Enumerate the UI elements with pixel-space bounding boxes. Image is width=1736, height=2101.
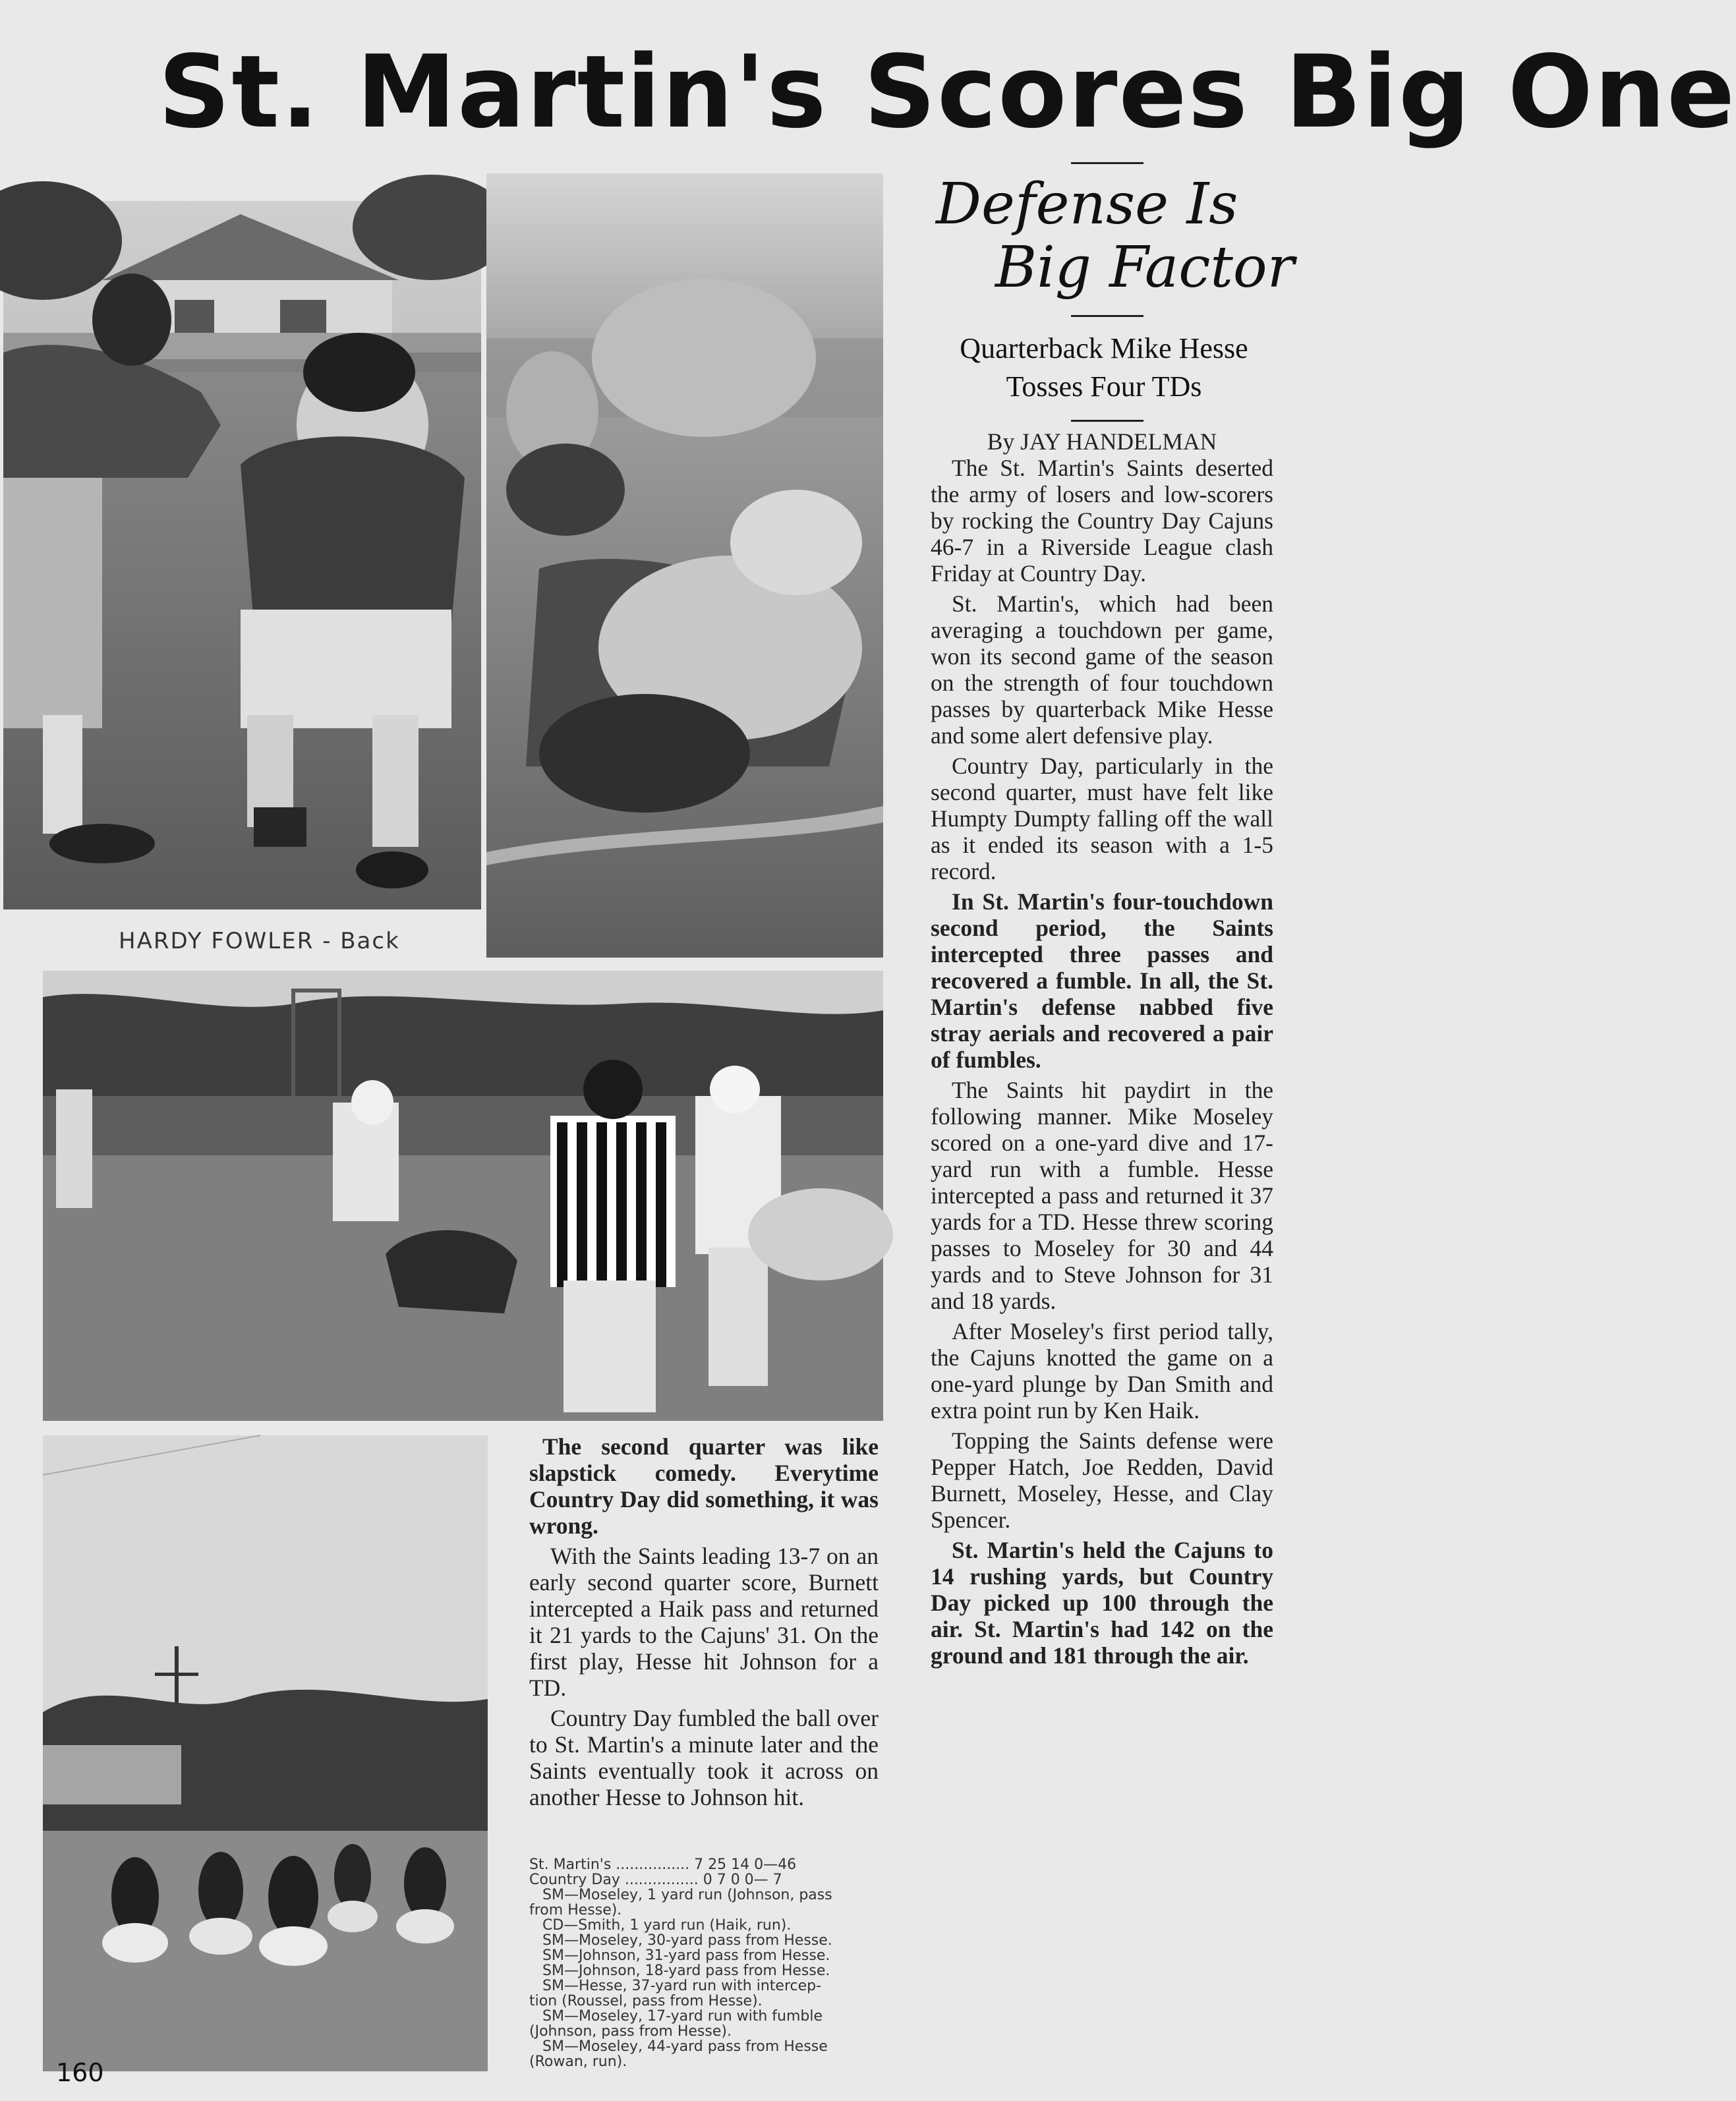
box-score-line: SM—Moseley, 30-yard pass from Hesse. [542, 1932, 832, 1949]
box-score-line: (Johnson, pass from Hesse). [529, 2023, 732, 2040]
box-score-line: SM—Hesse, 37-yard run with intercep- [542, 1978, 822, 1994]
photo-caption: HARDY FOWLER - Back [119, 928, 400, 954]
box-score-line: from Hesse). [529, 1902, 622, 1918]
deck-line-1: Defense Is [936, 171, 1238, 237]
article-paragraph: St. Martin's, which had been averaging a touchdown per game, won its second game of the season on the strength of four touchdown passes by quarterback Mike Hesse and some alert defensive play. [931, 590, 1273, 749]
deck-rule-top [1071, 162, 1143, 164]
photo-field-play [43, 971, 883, 1421]
box-score-line: SM—Moseley, 1 yard run (Johnson, pass [542, 1887, 832, 1903]
box-score-line: St. Martin's ................ 7 25 14 0—46 [529, 1856, 797, 1873]
article-middle-column [529, 1433, 879, 1814]
photo-hardy-fowler [3, 201, 481, 909]
article-paragraph: Topping the Saints defense were Pepper Hatch, Joe Redden, David Burnett, Moseley, Hesse, and Clay Spencer. [931, 1427, 1273, 1533]
box-score-line: (Rowan, run). [529, 2054, 627, 2070]
box-score-line: SM—Moseley, 44-yard pass from Hesse [542, 2038, 828, 2055]
box-score [529, 1857, 879, 2069]
box-score-line: CD—Smith, 1 yard run (Haik, run). [542, 1917, 792, 1934]
article-paragraph: Country Day fumbled the ball over to St. Martin's a minute later and the Saints eventually took it across on another Hesse to Johnson hit. [529, 1705, 879, 1810]
deck-rule-middle [1071, 315, 1143, 317]
article-paragraph: Country Day, particularly in the second quarter, must have felt like Humpty Dumpty falling off the wall as it ended its season with a 1-5 record. [931, 753, 1273, 884]
article-paragraph: In St. Martin's four-touchdown second period, the Saints intercepted three passes and recovered a fumble. In all, the St. Martin's defense nabbed five stray aerials and recovered a pair of fumbles. [931, 888, 1273, 1073]
deck-rule-bottom [1071, 420, 1143, 422]
article-paragraph: After Moseley's first period tally, the Cajuns knotted the game on a one-yard plunge by Dan Smith and extra point run by Ken Haik. [931, 1318, 1273, 1424]
article-right-column [931, 428, 1273, 1673]
photo-cheerleaders-image [43, 1435, 488, 2071]
deck-subheadline [929, 330, 1279, 406]
photo-pileup-image [486, 173, 883, 958]
page-number: 160 [56, 2058, 104, 2087]
box-score-line: tion (Roussel, pass from Hesse). [529, 1993, 763, 2009]
photo-hardy-fowler-image [3, 201, 481, 909]
photo-cheerleaders [43, 1435, 488, 2071]
box-score-line: SM—Moseley, 17-yard run with fumble [542, 2008, 823, 2025]
article-paragraph: St. Martin's held the Cajuns to 14 rushing yards, but Country Day picked up 100 through the air. St. Martin's had 142 on the ground and 181 through the air. [931, 1537, 1273, 1669]
deck-headline [929, 171, 1294, 301]
photo-pileup [486, 173, 883, 958]
middle-lead: The second quarter was like slapstick comedy. Everytime Country Day did something, it was wrong. [529, 1433, 879, 1539]
deck-line-2: Big Factor [995, 235, 1294, 301]
box-score-line: Country Day ................ 0 7 0 0— 7 [529, 1872, 782, 1888]
byline: By JAY HANDELMAN [987, 428, 1217, 455]
headline: St. Martin's Scores Big One [158, 34, 1736, 150]
deck-sub-line-2: Tosses Four TDs [1006, 370, 1202, 403]
deck-sub-line-1: Quarterback Mike Hesse [960, 332, 1248, 364]
article-paragraph: With the Saints leading 13-7 on an early second quarter score, Burnett intercepted a Haik pass and returned it 21 yards to the Cajuns' 31. On the first play, Hesse hit Johnson for a TD. [529, 1543, 879, 1701]
photo-field-play-image [43, 971, 883, 1421]
box-score-line: SM—Johnson, 18-yard pass from Hesse. [542, 1963, 830, 1979]
box-score-line: SM—Johnson, 31-yard pass from Hesse. [542, 1947, 830, 1964]
article-paragraph: The Saints hit paydirt in the following manner. Mike Moseley scored on a one-yard dive and 17-yard run with a fumble. Hesse intercepted a pass and returned it 37 yards for a TD. Hesse threw scoring passes to Moseley for 30 and 44 yards and to Steve Johnson for 31 and 18 yards. [931, 1077, 1273, 1314]
article-paragraph: The St. Martin's Saints deserted the army of losers and low-scorers by rocking the Country Day Cajuns 46-7 in a Riverside League clash Friday at Country Day. [931, 455, 1273, 587]
